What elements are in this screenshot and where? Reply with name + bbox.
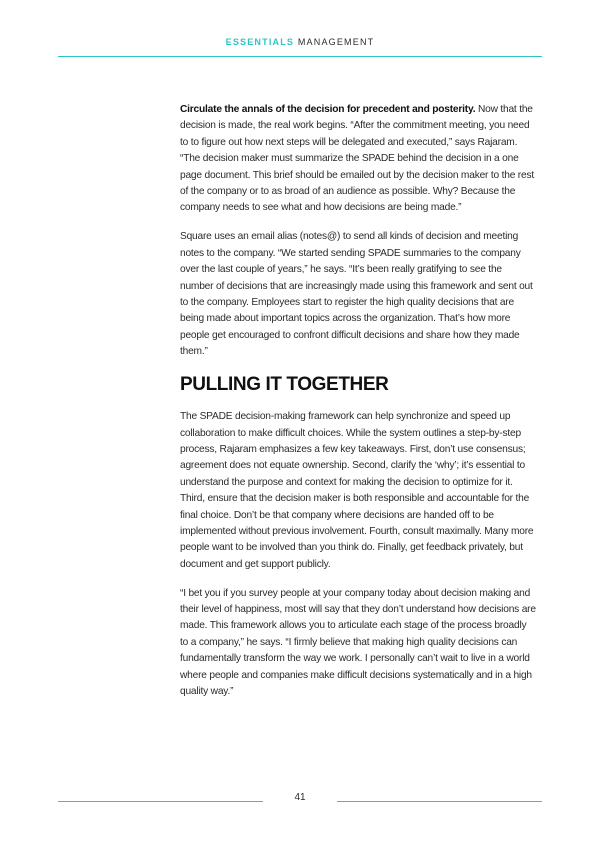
running-header: [0, 37, 600, 47]
section-heading: PULLING IT TOGETHER: [180, 374, 389, 396]
paragraph-lead: Circulate the annals of the decision for precedent and posterity.: [180, 104, 476, 115]
paragraph-circulate: [180, 102, 536, 217]
article-body: [180, 102, 536, 713]
footer-divider-right: [337, 801, 542, 802]
header-divider: [58, 56, 542, 57]
paragraph-square: Square uses an email alias (notes@) to send all kinds of decision and meeting notes to the company. “We started sending SPADE summaries to the company over the last couple of years,” he says. “It’s been really gratifying to see the number of decisions that are increasingly made using this framework and sent out to the company. Employees start to register the high quality decisions that are being made about important topics across the organization. That’s how more people get encouraged to confront difficult decisions and share how they made them.”: [180, 231, 533, 358]
header-section-label: ESSENTIALS: [225, 37, 295, 47]
header-category-label: MANAGEMENT: [294, 37, 375, 47]
paragraph-summary: The SPADE decision-making framework can help synchronize and speed up collaboration to make difficult choices. While the system outlines a step-by-step process, Rajaram emphasizes a few key takeaways. First, don’t use consensus; agreement does not equate ownership. Second, clarify the ‘why’; it’s essential to understand the purpose and context for making the decision to optimize for it. Third, ensure that the decision maker is both responsible and accountable for the final choice. Don’t be that company where decisions are handed off to be implemented without previous involvement. Fourth, consult maximally. Many more people want to be involved than you think do. Finally, get feedback privately, but document and get support publicly.: [180, 411, 534, 570]
paragraph-quote: “I bet you if you survey people at your company today about decision making and their level of happiness, most will say that they don’t understand how decisions are made. This framework allows you to articulate each stage of the process broadly to a company,” he says. “I firmly believe that making high quality decisions can fundamentally transform the way we work. I personally can’t wait to live in a world where people and companies make difficult decisions systematically and in a high quality way.”: [180, 587, 536, 698]
footer-divider-left: [58, 801, 263, 802]
paragraph-text: Now that the decision is made, the real work begins. “After the commitment meeting, you need to to figure out how next steps will be delegated and executed,” says Rajaram. “The decision maker must summarize the SPADE behind the decision in a one page document. This brief should be emailed out by the decision maker to the rest of the company or to as broad of an audience as possible. Why? Because the company needs to see what and how decisions are being made.”: [180, 104, 534, 214]
page-number: 41: [294, 792, 306, 803]
